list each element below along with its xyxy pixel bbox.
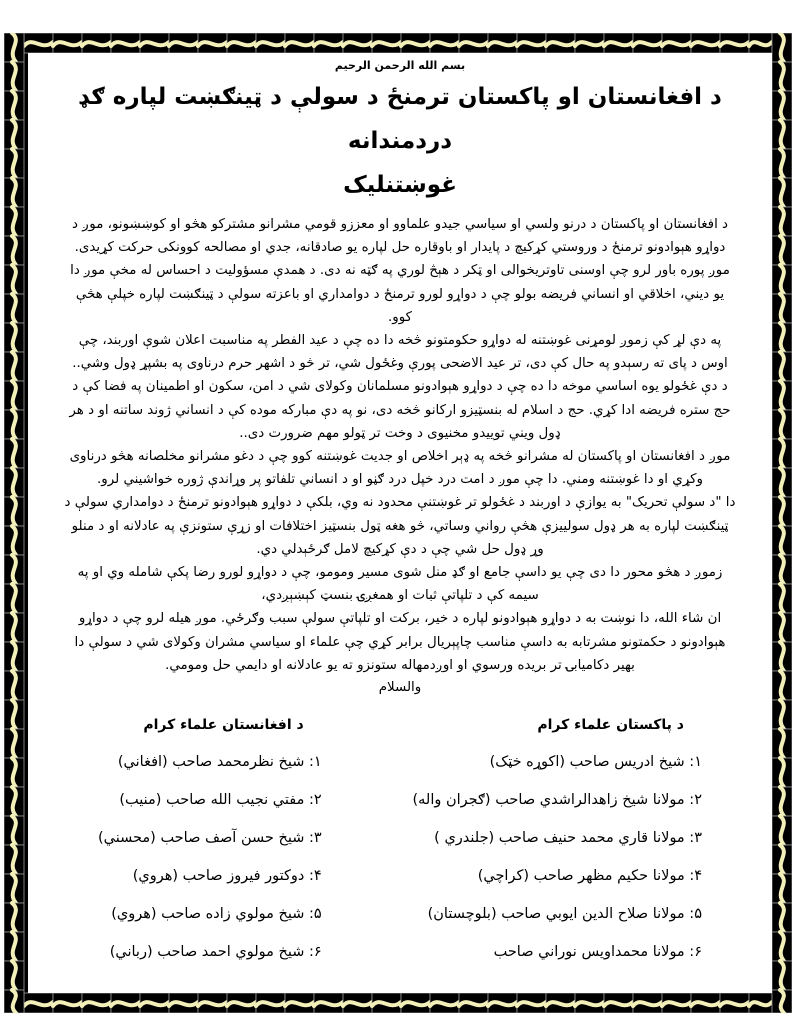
- border-tile: [772, 265, 792, 294]
- border-tile: [256, 993, 285, 1013]
- border-tile: [720, 33, 749, 53]
- border-tile: [604, 33, 633, 53]
- border-tile: [4, 497, 24, 526]
- border-tile: [430, 993, 459, 1013]
- border-tile: [4, 787, 24, 816]
- border-tile: [772, 961, 792, 990]
- list-item: ۱: شیخ ادریس صاحب (اکوړه خټک): [489, 754, 702, 771]
- border-tile: [4, 120, 24, 149]
- paragraph: موږ پوره باور لرو چې اوسنی تاوتریخوالی او ټکر د هېڅ لوري په ګټه نه دی. د همدې مسؤولیت د احساس له مخې موږ دا یو دیني، اخلاقي او انساني فریضه بولو چې د دواړو لورو ترمنځ د دوامداري او باعزته سولې د ټینګښت لپاره خپلې هڅې کوو.: [70, 263, 730, 325]
- border-tile: [4, 758, 24, 787]
- border-tile: [4, 526, 24, 555]
- list-item: ۴: دوکتور فیروز صاحب (هروي): [132, 868, 322, 885]
- border-tile: [772, 874, 792, 903]
- border-tile: [4, 294, 24, 323]
- border-tile: [4, 381, 24, 410]
- border-tile: [4, 613, 24, 642]
- border-tile: [772, 584, 792, 613]
- border-tile: [691, 33, 720, 53]
- border-tile: [4, 323, 24, 352]
- border-tile: [772, 787, 792, 816]
- border-tile: [772, 816, 792, 845]
- title-line-2: غوښتنلیک: [343, 172, 457, 198]
- paragraph: د دې غځولو یوه اساسي موخه دا ده چې د دواړو هېوادونو مسلمانان وکولای شي د امن، سکون او اطمینان په فضا کې د حج ستره فریضه ادا کړي. حج د اسلام له بنسټیزو ارکانو څخه دی، نو په دې مبارکه موده کې د انساني ژوند ساتنه او د هر ډول ویني توییدو مخنیوی د وخت تر ټولو مهم ضرورت دی..: [69, 379, 731, 441]
- paragraph: زموږ د هڅو محور دا دی چې یو داسې جامع او ګډ منل شوی مسیر ومومو، چې د دواړو لورو رضا پکې شامله وي او په سیمه کې د تلپاتې ثبات او همغږۍ بنسټ کېښېږدي،: [77, 565, 723, 604]
- title-line-1: د افغانستان او پاکستان ترمنځ د سولې د ټینګښت لپاره ګډ دردمندانه: [78, 84, 722, 154]
- paragraph: دا "د سولې تحریک" به یوازې د اوربند د غځولو تر غوښتنې محدود نه وي، بلکې د دواړو هېوادونو ترمنځ د دوامداري سولې د ټینګښت لپاره به هر ډول سولییزې هڅې رواني وساتي، څو هغه ټول بنسټیز اختلافات او زړې ستونزې په عادلانه او د منلو وړ ډول حل شي چې د دې کړکیچ لامل ګرځېدلي دي.: [64, 495, 736, 557]
- pakistan-scholars-list: [413, 717, 703, 971]
- list-item: ۳: شیخ حسن آصف صاحب (محسني): [98, 830, 322, 847]
- list-item: ۳: مولانا قاري محمد حنیف صاحب (جلندري ): [434, 830, 702, 847]
- border-tile: [285, 33, 314, 53]
- afghanistan-scholars-list: [98, 717, 322, 971]
- border-tile: [772, 468, 792, 497]
- paragraph: موږ د افغانستان او پاکستان له مشرانو څخه په ډېر اخلاص او جدیت غوښتنه کوو چې د دغو مشرانو مخلصانه هڅو درناوی وکړي او دا غوښتنه ومني. دا چې موږ د امت درد خپل درد ګڼو او د انساني تلفاتو پر وړاندې ژوره خواشیني لرو.: [69, 449, 731, 488]
- border-tile: [430, 33, 459, 53]
- border-tile: [4, 671, 24, 700]
- border-tile: [772, 352, 792, 381]
- border-tile: [772, 178, 792, 207]
- border-tile: [772, 236, 792, 265]
- pakistan-list-heading: د پاکستان علماء کرام: [537, 717, 684, 734]
- border-tile: [4, 584, 24, 613]
- paragraph: په دې لړ کې زموږ لومړنی غوښتنه له دواړو حکومتونو څخه دا ده چې د عید الفطر په مناسبت اعلان شوې اوربند، چې اوس د پای ته رسېدو په حال کې دی، تر عید الاضحی پورې وغځول شي، تر څو د اشهر حرم درناوی په بشپړ ډول وشي..: [72, 333, 728, 372]
- border-tile: [140, 993, 169, 1013]
- border-tile: [4, 903, 24, 932]
- border-tile: [4, 352, 24, 381]
- border-tile: [24, 33, 53, 53]
- border-tile: [772, 671, 792, 700]
- border-tile: [343, 993, 372, 1013]
- border-tile: [227, 993, 256, 1013]
- border-tile: [4, 642, 24, 671]
- basmala-heading: بسم الله الرحمن الرحیم: [334, 59, 466, 72]
- border-tile: [256, 33, 285, 53]
- border-tile: [772, 497, 792, 526]
- border-tile: [111, 33, 140, 53]
- paragraph: ان شاء الله، دا نوښت به د دواړو هېوادونو لپاره د خیر، برکت او تلپاتې سولې سبب وګرځي. موږ هیله لرو چې د دواړو هېوادونو د حکمتونو مشرتابه به داسې مناسب چاپېریال برابر کړي چې علماء او سیاسي مشران وکولای شي د سولې دا بهیر دکامیابۍ تر بریده ورسوي او اوږدمهاله ستونزو ته یو عادلانه او دایمي حل ومومي.: [74, 611, 726, 673]
- border-tile: [772, 613, 792, 642]
- border-tile: [772, 642, 792, 671]
- border-tile: [633, 33, 662, 53]
- signatory-lists: [98, 717, 702, 971]
- list-item: ۵: شیخ مولوي زاده صاحب (هروي): [111, 906, 322, 923]
- border-tile: [772, 323, 792, 352]
- list-item: ۴: مولانا حکیم مظهر صاحب (کراچي): [477, 868, 702, 885]
- border-tile: [488, 33, 517, 53]
- letter-page: [28, 53, 772, 993]
- border-tile: [4, 932, 24, 961]
- border-tile: [82, 993, 111, 1013]
- border-tile: [53, 993, 82, 1013]
- border-tile: [4, 845, 24, 874]
- border-tile: [314, 33, 343, 53]
- border-tile: [517, 993, 546, 1013]
- list-item: ۲: مولانا شیخ زاهدالراشدي صاحب (ګجران واله): [412, 792, 702, 809]
- border-tile: [24, 993, 53, 1013]
- border-tile: [4, 62, 24, 91]
- border-tile: [772, 990, 792, 1013]
- border-tile: [517, 33, 546, 53]
- border-tile: [285, 993, 314, 1013]
- border-tile: [4, 236, 24, 265]
- border-tile: [401, 993, 430, 1013]
- border-tile: [546, 33, 575, 53]
- border-tile: [691, 993, 720, 1013]
- border-tile: [662, 993, 691, 1013]
- afghanistan-list-heading: د افغانستان علماء کرام: [143, 717, 304, 734]
- border-tile: [4, 91, 24, 120]
- border-tile: [772, 410, 792, 439]
- border-tile: [720, 993, 749, 1013]
- list-item: ۶: مولانا محمداویس نوراني صاحب: [493, 944, 702, 961]
- border-tile: [772, 903, 792, 932]
- list-item: ۶: شیخ مولوي احمد صاحب (رباني): [109, 944, 322, 961]
- border-tile: [772, 207, 792, 236]
- border-tile: [4, 265, 24, 294]
- border-tile: [749, 33, 772, 53]
- border-tile: [546, 993, 575, 1013]
- border-tile: [169, 993, 198, 1013]
- border-tile: [772, 555, 792, 584]
- border-tile: [772, 439, 792, 468]
- paragraph: د افغانستان او پاکستان د درنو ولسي او سیاسي جیدو علماوو او معززو قومي مشرانو مشترکو هڅو او کوښښونو، موږ د دواړو هېوادونو ترمنځ د وروستي کړکیچ د پایدار او باوقاره حل لپاره یو صادقانه، جدي او مصالحه کوونکی حرکت کړیدی.: [71, 217, 729, 256]
- border-tile: [4, 729, 24, 758]
- list-item: ۲: مفتي نجیب الله صاحب (منیب): [119, 792, 322, 809]
- border-tile: [4, 874, 24, 903]
- border-tile: [4, 700, 24, 729]
- border-tile: [198, 993, 227, 1013]
- decorative-border-frame: [4, 33, 792, 1013]
- border-tile: [4, 555, 24, 584]
- border-tile: [4, 207, 24, 236]
- border-tile: [4, 178, 24, 207]
- border-tile: [227, 33, 256, 53]
- border-tile: [575, 993, 604, 1013]
- border-tile: [772, 700, 792, 729]
- border-tile: [772, 294, 792, 323]
- border-tile: [4, 990, 24, 1013]
- border-tile: [4, 961, 24, 990]
- border-tile: [4, 410, 24, 439]
- border-tile: [4, 468, 24, 497]
- border-tile: [53, 33, 82, 53]
- border-tile: [772, 33, 792, 62]
- border-tile: [772, 932, 792, 961]
- border-tile: [169, 33, 198, 53]
- border-tile: [772, 526, 792, 555]
- border-tile: [772, 845, 792, 874]
- letter-body: [64, 213, 736, 699]
- border-tile: [459, 993, 488, 1013]
- border-tile: [575, 33, 604, 53]
- border-tile: [401, 33, 430, 53]
- border-tile: [772, 729, 792, 758]
- border-tile: [772, 91, 792, 120]
- border-tile: [372, 993, 401, 1013]
- border-tile: [749, 993, 772, 1013]
- border-tile: [772, 381, 792, 410]
- closing-salutation: والسلام: [378, 680, 422, 696]
- document-title: [68, 75, 732, 207]
- border-tile: [4, 33, 24, 62]
- border-tile: [4, 439, 24, 468]
- border-tile: [662, 33, 691, 53]
- border-tile: [82, 33, 111, 53]
- border-tile: [314, 993, 343, 1013]
- border-tile: [772, 149, 792, 178]
- border-tile: [772, 758, 792, 787]
- border-tile: [772, 120, 792, 149]
- border-tile: [111, 993, 140, 1013]
- border-tile: [488, 993, 517, 1013]
- border-tile: [772, 62, 792, 91]
- border-tile: [372, 33, 401, 53]
- list-item: ۵: مولانا صلاح الدین ایوبي صاحب (بلوچستان): [427, 906, 702, 923]
- list-item: ۱: شیخ نظرمحمد صاحب (افغاني): [117, 754, 322, 771]
- border-tile: [140, 33, 169, 53]
- border-tile: [4, 149, 24, 178]
- border-tile: [633, 993, 662, 1013]
- border-tile: [198, 33, 227, 53]
- border-tile: [4, 816, 24, 845]
- border-tile: [459, 33, 488, 53]
- border-tile: [604, 993, 633, 1013]
- border-tile: [343, 33, 372, 53]
